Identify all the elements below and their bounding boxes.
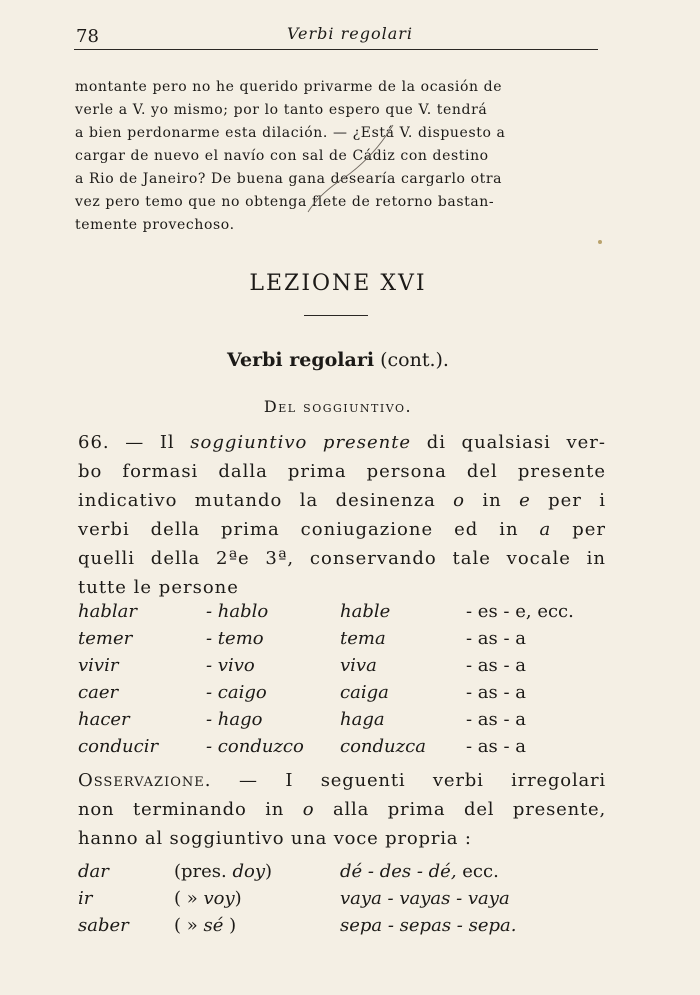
irregular-verbs-table: [78, 858, 516, 939]
endings-cell: - as - a: [466, 628, 527, 649]
term: o: [302, 799, 315, 820]
subjunctive-cell: [340, 885, 516, 912]
table-row: [78, 733, 574, 760]
present-cell: [174, 912, 340, 939]
note-line: [78, 766, 606, 795]
infinitive-cell: conducir: [78, 736, 159, 757]
text-run: per i: [530, 490, 607, 511]
section-title-rest: (cont.).: [380, 349, 449, 371]
present-form: voy: [203, 888, 235, 909]
verb-cell: saber: [78, 915, 129, 936]
present-cell: - hago: [206, 709, 263, 730]
term: soggiuntivo presente: [190, 432, 412, 453]
endings-cell: - as - a: [466, 682, 527, 703]
text-run: ( »: [174, 915, 204, 936]
table-row: [78, 885, 516, 912]
text-line: verle a V. yo mismo; por lo tanto espero que V. tendrá: [75, 102, 488, 118]
table-row: [78, 598, 574, 625]
lesson-title: LEZIONE XVI: [249, 271, 427, 296]
text-line: vez pero temo que no obtenga flete de retorno bastan-: [75, 194, 495, 210]
present-cell: - hablo: [206, 601, 269, 622]
previous-lesson-text: [75, 76, 601, 237]
present-cell: [174, 885, 340, 912]
subjunctive-forms: vaya - vayas - vaya: [340, 888, 510, 909]
paragraph-line: tutte le persone: [78, 577, 239, 598]
subjunctive-cell: viva: [340, 655, 377, 676]
subjunctive-cell: caiga: [340, 682, 389, 703]
subsection-title: Del soggiuntivo.: [263, 397, 413, 416]
text-run: ): [234, 888, 242, 909]
text-run: per: [551, 519, 606, 540]
term: a: [539, 519, 552, 540]
paper-stain: [598, 240, 602, 244]
infinitive-cell: hacer: [78, 709, 130, 730]
section-title-bold: Verbi regolari: [227, 349, 375, 371]
table-row: [78, 652, 574, 679]
endings-cell: - as - a: [466, 736, 527, 757]
paragraph-line: [78, 486, 606, 515]
present-cell: - vivo: [206, 655, 255, 676]
paragraph-line: [78, 428, 606, 457]
note-line: hanno al soggiuntivo una voce propria :: [78, 828, 472, 849]
text-run: verbi della prima coniugazione ed in: [78, 519, 540, 540]
conjugation-table: [78, 598, 574, 760]
present-cell: - conduzco: [206, 736, 304, 757]
text-line: temente provechoso.: [75, 217, 235, 233]
infinitive-cell: vivir: [78, 655, 119, 676]
endings-cell: - as - a: [466, 709, 527, 730]
text-run: in: [465, 490, 520, 511]
verb-cell: ir: [78, 888, 93, 909]
subjunctive-forms: dé - des - dé,: [340, 861, 463, 882]
infinitive-cell: temer: [78, 628, 133, 649]
table-row: [78, 679, 574, 706]
subjunctive-cell: [340, 912, 516, 939]
text-line: a Rio de Janeiro? De buena gana desearía cargarlo otra: [75, 171, 503, 187]
present-form: sé: [203, 915, 224, 936]
paragraph-66: [78, 428, 606, 602]
subjunctive-cell: [340, 858, 516, 885]
running-title: Verbi regolari: [286, 24, 414, 43]
observation-note: [78, 766, 606, 853]
subjunctive-cell: haga: [340, 709, 385, 730]
table-row: [78, 625, 574, 652]
endings-cell: - as - a: [466, 655, 527, 676]
text-line: montante pero no he querido privarme de la ocasión de: [75, 79, 503, 95]
note-label: Osservazione.: [78, 770, 212, 791]
text-run: 66. — Il: [78, 432, 191, 453]
term: e: [519, 490, 531, 511]
text-run: ( »: [174, 888, 204, 909]
present-cell: - caigo: [206, 682, 267, 703]
text-run: ecc.: [462, 861, 499, 882]
note-line: [78, 795, 606, 824]
infinitive-cell: caer: [78, 682, 119, 703]
subjunctive-cell: conduzca: [340, 736, 426, 757]
subjunctive-forms: sepa - sepas - sepa.: [340, 915, 517, 936]
paragraph-line: [78, 515, 606, 544]
table-row: [78, 912, 516, 939]
text-run: indicativo mutando la desinenza: [78, 490, 454, 511]
subjunctive-cell: hable: [340, 601, 391, 622]
text-run: — I seguenti verbi irregolari: [211, 770, 606, 791]
table-row: [78, 706, 574, 733]
present-cell: - temo: [206, 628, 264, 649]
text-line: cargar de nuevo el navío con sal de Cádiz con destino: [75, 148, 489, 164]
header-rule: [74, 49, 598, 50]
page-number: 78: [76, 26, 99, 47]
text-run: ): [223, 915, 237, 936]
text-line: a bien perdonarme esta dilación. — ¿Está V. dispuesto a: [75, 125, 506, 141]
endings-cell: - es - e, ecc.: [466, 601, 574, 622]
text-run: non terminando in: [78, 799, 303, 820]
text-run: alla prima del presente,: [314, 799, 606, 820]
present-cell: [174, 858, 340, 885]
paragraph-line: bo formasi dalla prima persona del presente: [78, 461, 606, 482]
paragraph-line: quelli della 2ªe 3ª, conservando tale vocale in: [78, 548, 606, 569]
text-run: ): [265, 861, 273, 882]
term: o: [453, 490, 466, 511]
subjunctive-cell: tema: [340, 628, 386, 649]
verb-cell: dar: [78, 861, 109, 882]
text-run: (pres.: [174, 861, 233, 882]
section-title: [0, 349, 676, 371]
text-run: di qualsiasi ver-: [411, 432, 606, 453]
lesson-title-rule: [304, 315, 368, 316]
table-row: [78, 858, 516, 885]
infinitive-cell: hablar: [78, 601, 137, 622]
present-form: doy: [232, 861, 266, 882]
